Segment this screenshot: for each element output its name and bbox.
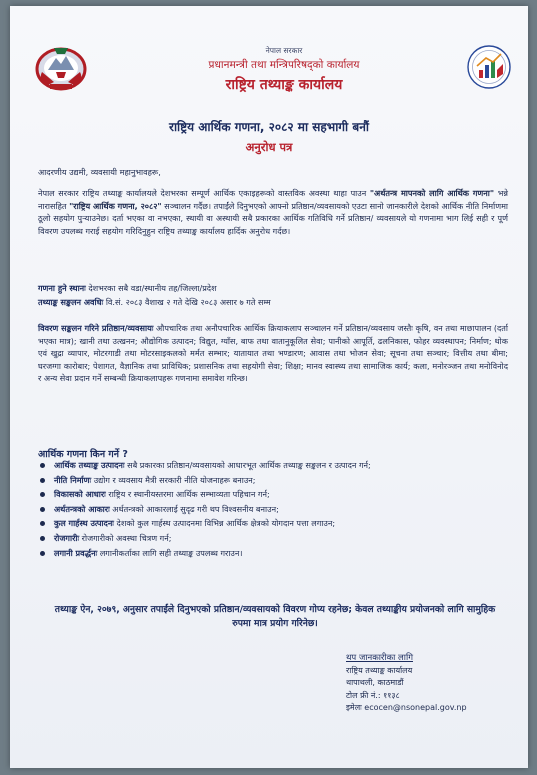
list-item [40, 519, 508, 528]
period-value: वि.सं. २०८३ वैशाख २ गते देखि २०८३ असार ७ गते सम्म [103, 297, 271, 307]
letter-page [10, 6, 528, 768]
purpose-text: रोजगारीको अवस्था चित्रण गर्न; [79, 532, 172, 543]
collection-period [38, 296, 508, 309]
slogan: "अर्थतन्त्र मापनको लागि आर्थिक गणना" [369, 188, 495, 198]
place-label: गणना हुने स्थानः [38, 283, 86, 293]
letter-subtitle: अनुरोध पत्र [245, 140, 293, 154]
purpose-label: अर्थतन्त्रको आकारः [54, 503, 110, 514]
establishment-types [38, 322, 508, 385]
establishment-types-text: औपचारिक तथा अनौपचारिक आर्थिक क्रियाकलाप सञ्चालन गर्ने प्रतिष्ठान/व्यवसाय जस्तैः कृषि, वन तथा माछापालन (दर्ता भएका मात्र); खानी तथा उत्खनन; औद्योगिक उत्पादन; विद्युत, ग्याँस, बाफ तथा वातानुकूलित सेवा; पानीको आपूर्ति, ढलनिकास, फोहर व्यवस्थापन; निर्माण; थोक एवं खुद्रा व्यापार, मोटरगाडी तथा मोटरसाइकलको मर्मत सम्भार; यातायात तथा भण्डारण; आवास तथा भोजन सेवा; सूचना तथा सञ्चार; वित्तीय तथा बीमा; घरजग्गा कारोबार; पेशागत, वैज्ञानिक तथा प्राविधिक; प्रशासनिक तथा सहयोगी सेवा; शिक्षा; मानव स्वास्थ्य तथा सामाजिक कार्य; कला, मनोरञ्जन तथा मनोविनोद र अन्य सेवा प्रदान गर्ने सम्बन्धी क्रियाकलापहरू गणनामा समावेश गरिन्छ। [38, 323, 508, 383]
list-item [40, 505, 508, 514]
bullet-icon [40, 463, 45, 468]
letterhead [100, 46, 468, 94]
census-name: "राष्ट्रिय आर्थिक गणना, २०८२" [69, 200, 162, 211]
purpose-list [40, 461, 508, 563]
purpose-text: अर्थतन्त्रको आकारलाई सुदृढ गरी थप विश्वसनीय बनाउन; [109, 503, 279, 514]
intro-paragraph [38, 187, 508, 237]
purpose-text: राष्ट्रिय र स्थानीयस्तरमा आर्थिक सम्भाव्यता पहिचान गर्न; [105, 489, 270, 500]
census-place [38, 282, 508, 295]
bullet-icon [40, 551, 45, 556]
contact-office: राष्ट्रिय तथ्याङ्क कार्यालय [346, 665, 413, 675]
purpose-text: सबै प्रकारका प्रतिष्ठान/व्यवसायको आधारभूत आर्थिक तथ्याङ्क सङ्कलन र उत्पादन गर्न; [124, 460, 371, 470]
establishment-types-label: विवरण सङ्कलन गरिने प्रतिष्ठान/व्यवसायः [38, 323, 154, 333]
salutation: आदरणीय उद्यमी, व्यवसायी महानुभावहरू, [38, 167, 161, 177]
list-item [40, 461, 508, 470]
confidentiality-notice: तथ्याङ्क ऐन, २०७९, अनुसार तपाईंले दिनुभएको प्रतिष्ठान/व्यवसायको विवरण गोप्य रहनेछ; केवल तथ्याङ्कीय प्रयोजनको लागि सामुहिक रुपमा मात्र प्रयोग गरिनेछ। [54, 604, 496, 629]
list-item [40, 490, 508, 499]
bullet-icon [40, 492, 45, 497]
office-name: राष्ट्रिय तथ्याङ्क कार्यालय [225, 77, 343, 93]
purpose-text: देशको कुल गार्हस्थ उत्पादनमा विभिन्न आर्थिक क्षेत्रको योगदान पत्ता लगाउन; [113, 518, 336, 529]
why-census-heading: आर्थिक गणना किन गर्ने ? [38, 449, 128, 460]
list-item [40, 549, 508, 558]
purpose-text: उद्योग र व्यवसाय मैत्री सरकारी नीति योजनाहरू बनाउन; [91, 474, 256, 485]
list-item [40, 534, 508, 543]
place-value: देशभरका सबै वडा/स्थानीय तह/जिल्ला/प्रदेश [85, 283, 217, 293]
bullet-icon [40, 507, 45, 512]
intro-text-start: नेपाल सरकार राष्ट्रिय तथ्याङ्क कार्यालयले देशभरका सम्पूर्ण आर्थिक एकाइहरूको वास्तविक अवस्था थाहा पाउन [38, 188, 367, 198]
contact-address: थापाथली, काठमाडौं [346, 678, 404, 687]
contact-email: इमेलः ecocen@nsonepal.gov.np [346, 703, 467, 712]
purpose-label: विकासको आधारः [54, 489, 106, 500]
contact-heading: थप जानकारीका लागि [346, 653, 413, 663]
bullet-icon [40, 478, 45, 483]
office-parent-label: प्रधानमन्त्री तथा मन्त्रिपरिषद्को कार्यालय [208, 59, 360, 71]
intro-text-mid: भन्ने नारासहित [38, 188, 508, 211]
toll-free-number: टोल फ्री नं.: ११३८ [346, 690, 400, 700]
period-label: तथ्याङ्क सङ्कलन अवधिः [38, 297, 104, 307]
purpose-label: रोजगारीः [54, 532, 80, 543]
purpose-label: लगानी प्रवर्द्धनः [54, 547, 98, 558]
letter-title: राष्ट्रिय आर्थिक गणना, २०८२ मा सहभागी बनौं [169, 120, 369, 134]
intro-text-end: सञ्चालन गर्दैछ। तपाईंले दिनुभएको आफ्नो प्रतिष्ठान/व्यवसायको एउटा सानो जानकारीले देशको आर्थिक नीति निर्माणमा ठूलो सहयोग पुऱ्याउनेछ। दर्ता भएका वा नभएका, स्थायी वा अस्थायी सबै प्रकारका आर्थिक गतिविधि गर्ने प्रतिष्ठान/ व्यवसायले यो गणनामा भाग लिई सही र पूर्ण विवरण उपलब्ध गराई सहयोग गरिदिनुहुन राष्ट्रिय तथ्याङ्क कार्यालय हार्दिक अनुरोध गर्दछ। [38, 200, 509, 236]
list-item [40, 476, 508, 485]
contact-block [346, 652, 467, 715]
bullet-icon [40, 536, 45, 541]
government-label: नेपाल सरकार [265, 46, 303, 55]
bullet-icon [40, 521, 45, 526]
nso-logo-icon [466, 44, 512, 90]
purpose-label: आर्थिक तथ्याङ्क उत्पादनः [54, 460, 125, 470]
purpose-label: नीति निर्माणः [54, 474, 92, 485]
nepal-emblem-icon [34, 42, 88, 92]
purpose-label: कुल गार्हस्थ उत्पादनः [54, 518, 114, 529]
purpose-text: लगानीकर्ताका लागि सही तथ्याङ्क उपलब्ध गराउन। [97, 547, 243, 558]
